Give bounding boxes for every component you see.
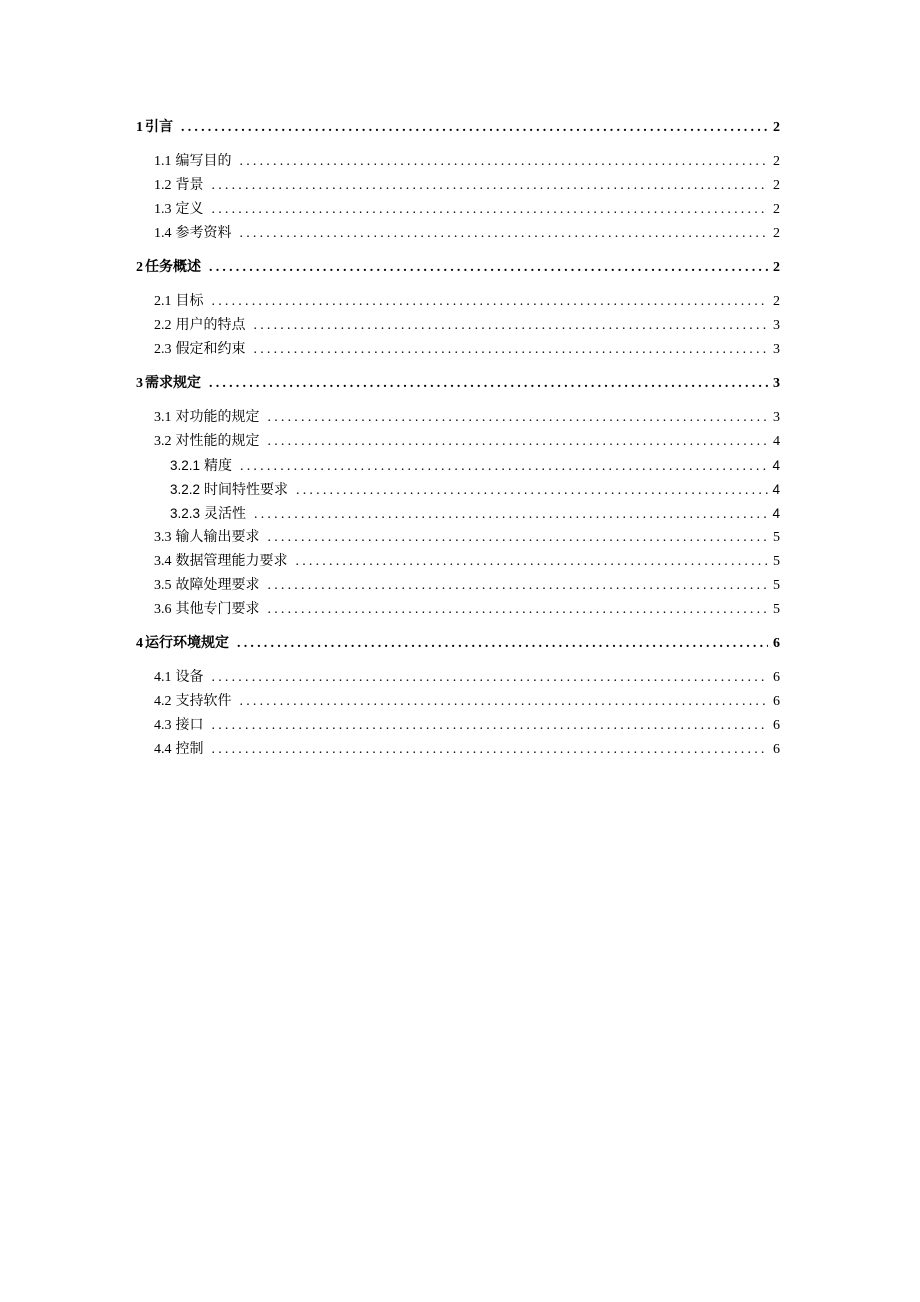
toc-dot-leader (212, 198, 769, 222)
toc-entry-number: 1.3 (154, 202, 172, 217)
toc-entry-level-2[interactable] (136, 198, 780, 222)
toc-dot-leader (268, 574, 769, 598)
toc-entry-page: 5 (773, 578, 780, 593)
toc-dot-leader (212, 714, 769, 738)
toc-entry-level-2[interactable] (136, 406, 780, 430)
toc-dot-leader (212, 174, 769, 198)
toc-dot-leader (296, 550, 769, 574)
toc-dot-leader (254, 503, 768, 527)
toc-entry-page: 2 (773, 154, 780, 169)
toc-dot-leader (254, 338, 769, 362)
toc-entry-title: 精度 (204, 459, 233, 474)
toc-dot-leader (240, 150, 769, 174)
toc-entry-level-2[interactable] (136, 666, 780, 690)
table-of-contents (136, 106, 780, 762)
toc-entry-number: 1 (136, 120, 143, 135)
toc-entry-page: 6 (773, 742, 780, 757)
toc-entry-level-2[interactable] (136, 598, 780, 622)
toc-entry-number: 2 (136, 260, 143, 275)
toc-entry-number: 1.2 (154, 178, 172, 193)
toc-entry-title: 引言 (145, 120, 173, 135)
toc-entry-page: 4 (772, 506, 780, 521)
toc-entry-page: 5 (773, 530, 780, 545)
toc-entry-level-2[interactable] (136, 738, 780, 762)
toc-entry-level-1[interactable] (136, 372, 780, 396)
toc-entry-title: 输人输出要求 (175, 530, 260, 545)
toc-entry-title: 故障处理要求 (175, 578, 260, 593)
toc-entry-number: 3.4 (154, 554, 172, 569)
toc-entry-level-2[interactable] (136, 222, 780, 246)
toc-dot-leader (209, 256, 768, 280)
toc-entry-number: 3 (136, 376, 143, 391)
toc-entry-title: 对性能的规定 (175, 434, 260, 449)
toc-entry-title: 灵活性 (204, 507, 247, 522)
toc-entry-number: 4.4 (154, 742, 172, 757)
toc-entry-level-3[interactable] (136, 454, 780, 478)
toc-entry-title: 时间特性要求 (204, 483, 289, 498)
toc-dot-leader (212, 290, 769, 314)
toc-entry-title: 运行环境规定 (145, 636, 229, 651)
toc-entry-title: 编写目的 (175, 154, 232, 169)
toc-dot-leader (268, 598, 769, 622)
toc-entry-number: 4.3 (154, 718, 172, 733)
toc-entry-number: 3.2.2 (170, 482, 201, 497)
toc-dot-leader (209, 372, 768, 396)
toc-entry-page: 3 (773, 342, 780, 357)
toc-entry-level-2[interactable] (136, 526, 780, 550)
toc-entry-title: 定义 (175, 202, 204, 217)
toc-entry-number: 3.1 (154, 410, 172, 425)
toc-entry-level-2[interactable] (136, 690, 780, 714)
toc-entry-page: 2 (773, 202, 780, 217)
toc-entry-level-1[interactable] (136, 116, 780, 140)
toc-dot-leader (181, 116, 768, 140)
toc-dot-leader (237, 632, 768, 656)
toc-entry-page: 2 (773, 120, 780, 135)
toc-entry-title: 对功能的规定 (175, 410, 260, 425)
toc-entry-page: 2 (773, 178, 780, 193)
toc-entry-page: 2 (773, 226, 780, 241)
toc-entry-title: 背景 (175, 178, 204, 193)
toc-entry-level-2[interactable] (136, 574, 780, 598)
toc-entry-level-1[interactable] (136, 632, 780, 656)
toc-dot-leader (268, 406, 769, 430)
toc-entry-number: 4.2 (154, 694, 172, 709)
toc-entry-page: 3 (773, 410, 780, 425)
toc-entry-level-1[interactable] (136, 256, 780, 280)
toc-entry-level-2[interactable] (136, 150, 780, 174)
toc-entry-title: 控制 (175, 742, 204, 757)
toc-entry-number: 2.3 (154, 342, 172, 357)
toc-entry-title: 用户的特点 (175, 318, 246, 333)
toc-entry-number: 4 (136, 636, 143, 651)
toc-entry-number: 3.2 (154, 434, 172, 449)
toc-entry-level-2[interactable] (136, 550, 780, 574)
toc-entry-page: 3 (773, 376, 780, 391)
toc-entry-title: 接口 (175, 718, 204, 733)
toc-entry-page: 6 (773, 636, 780, 651)
toc-entry-number: 2.1 (154, 294, 172, 309)
toc-entry-number: 3.2.3 (170, 506, 201, 521)
toc-dot-leader (240, 455, 768, 479)
toc-entry-page: 2 (773, 260, 780, 275)
toc-entry-page: 4 (773, 434, 780, 449)
toc-entry-title: 需求规定 (145, 376, 201, 391)
toc-entry-page: 4 (772, 482, 780, 497)
toc-dot-leader (268, 526, 769, 550)
toc-entry-title: 支持软件 (175, 694, 232, 709)
toc-entry-number: 3.6 (154, 602, 172, 617)
toc-entry-level-2[interactable] (136, 290, 780, 314)
toc-dot-leader (268, 430, 769, 454)
toc-entry-level-2[interactable] (136, 314, 780, 338)
toc-entry-level-2[interactable] (136, 714, 780, 738)
toc-entry-title: 假定和约束 (175, 342, 246, 357)
toc-entry-number: 4.1 (154, 670, 172, 685)
toc-dot-leader (254, 314, 769, 338)
toc-entry-level-2[interactable] (136, 338, 780, 362)
toc-entry-page: 6 (773, 718, 780, 733)
toc-entry-title: 任务概述 (145, 260, 201, 275)
toc-entry-page: 5 (773, 602, 780, 617)
toc-entry-page: 3 (773, 318, 780, 333)
toc-dot-leader (240, 222, 769, 246)
toc-entry-page: 2 (773, 294, 780, 309)
toc-dot-leader (296, 479, 768, 503)
toc-entry-title: 数据管理能力要求 (175, 554, 288, 569)
toc-entry-title: 参考资料 (175, 226, 232, 241)
toc-dot-leader (212, 666, 769, 690)
toc-dot-leader (212, 738, 769, 762)
toc-entry-page: 6 (773, 694, 780, 709)
toc-entry-level-3[interactable] (136, 502, 780, 526)
toc-entry-title: 目标 (175, 294, 204, 309)
toc-entry-number: 2.2 (154, 318, 172, 333)
toc-entry-number: 3.2.1 (170, 458, 201, 473)
toc-dot-leader (240, 690, 769, 714)
toc-entry-title: 设备 (175, 670, 204, 685)
toc-entry-number: 3.3 (154, 530, 172, 545)
toc-entry-number: 1.1 (154, 154, 172, 169)
toc-entry-title: 其他专门要求 (175, 602, 260, 617)
toc-entry-page: 4 (772, 458, 780, 473)
toc-entry-page: 5 (773, 554, 780, 569)
toc-entry-level-2[interactable] (136, 174, 780, 198)
toc-entry-number: 1.4 (154, 226, 172, 241)
toc-entry-number: 3.5 (154, 578, 172, 593)
toc-entry-level-3[interactable] (136, 478, 780, 502)
toc-entry-page: 6 (773, 670, 780, 685)
toc-entry-level-2[interactable] (136, 430, 780, 454)
